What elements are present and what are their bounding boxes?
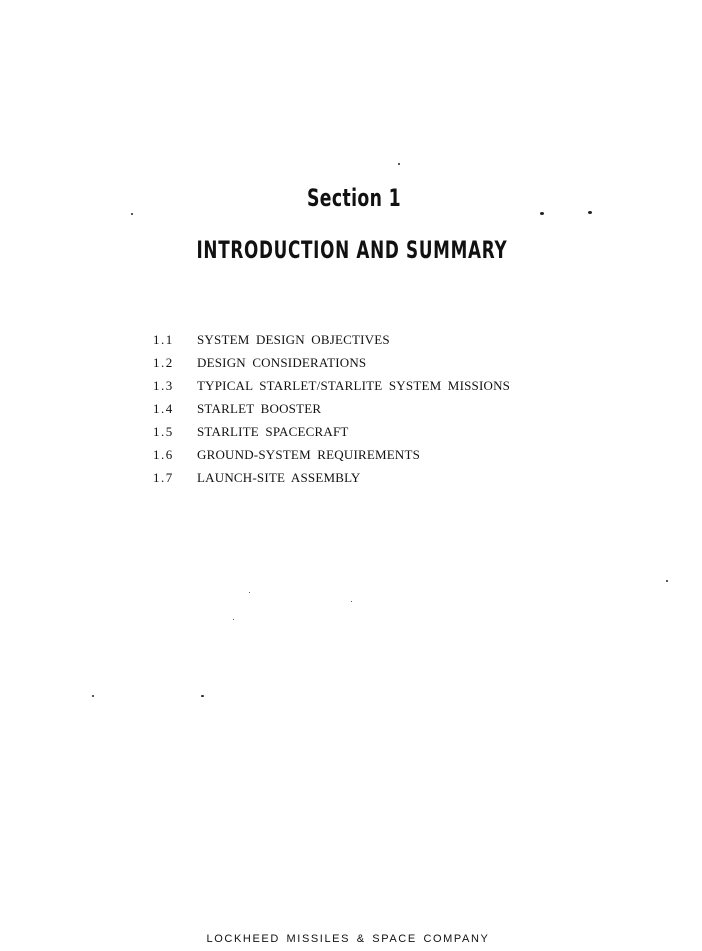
table-of-contents [153, 331, 510, 492]
scan-speck [249, 592, 250, 593]
toc-label: LAUNCH-SITE ASSEMBLY [197, 470, 361, 485]
toc-item [153, 331, 510, 354]
toc-item [153, 423, 510, 446]
toc-item [153, 469, 510, 492]
scan-speck [666, 580, 668, 582]
toc-item [153, 446, 510, 469]
scan-speck [351, 601, 352, 602]
toc-label: STARLET BOOSTER [197, 401, 322, 416]
company-footer: LOCKHEED MISSILES & SPACE COMPANY [206, 933, 490, 945]
toc-number: 1.2 [153, 355, 174, 370]
page-title: INTRODUCTION AND SUMMARY [196, 236, 508, 264]
toc-number: 1.4 [153, 401, 174, 416]
toc-number: 1.7 [153, 470, 174, 485]
toc-number: 1.1 [153, 332, 174, 347]
toc-label: SYSTEM DESIGN OBJECTIVES [197, 332, 390, 347]
toc-item [153, 354, 510, 377]
toc-label: STARLITE SPACECRAFT [197, 424, 349, 439]
toc-label: DESIGN CONSIDERATIONS [197, 355, 367, 370]
toc-number: 1.5 [153, 424, 174, 439]
toc-item [153, 400, 510, 423]
scan-speck [233, 619, 234, 620]
scan-speck [540, 212, 544, 215]
scan-speck [131, 213, 133, 215]
scan-speck [92, 695, 94, 697]
section-label: Section 1 [306, 184, 402, 212]
toc-item [153, 377, 510, 400]
toc-label: GROUND-SYSTEM REQUIREMENTS [197, 447, 421, 462]
toc-number: 1.3 [153, 378, 174, 393]
toc-label: TYPICAL STARLET/STARLITE SYSTEM MISSIONS [197, 378, 511, 393]
scan-speck [201, 695, 204, 697]
scan-speck [398, 163, 400, 165]
toc-number: 1.6 [153, 447, 174, 462]
